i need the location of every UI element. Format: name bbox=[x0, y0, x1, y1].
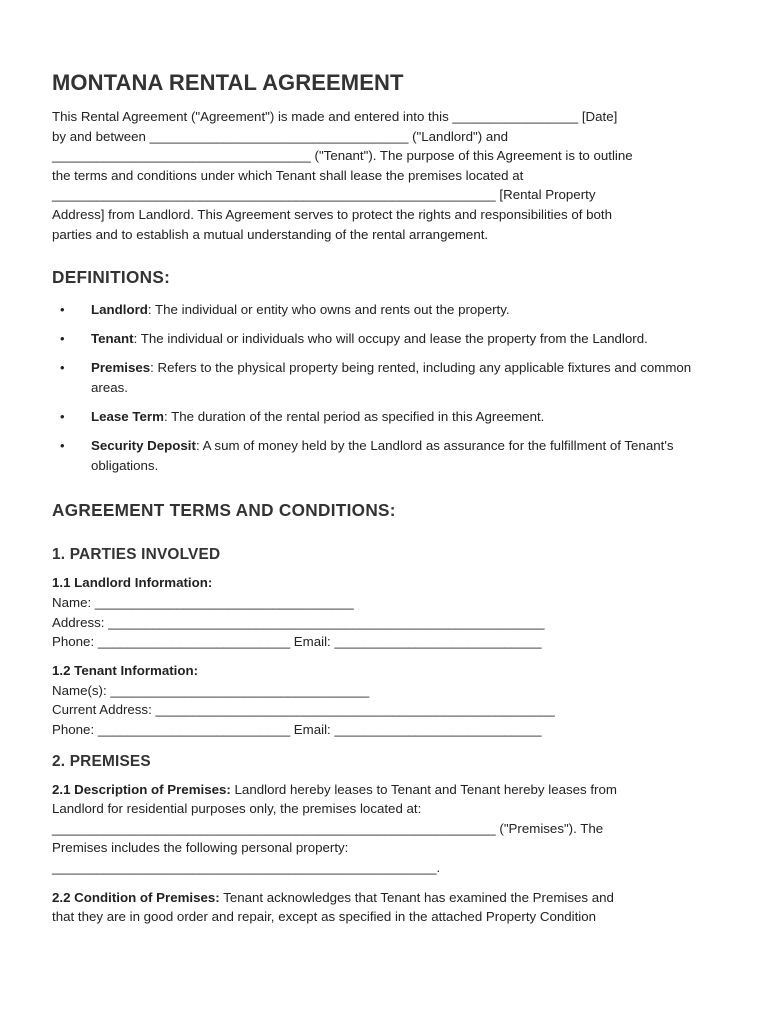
premises-description-label: 2.1 Description of Premises: bbox=[52, 781, 231, 797]
bullet-icon: • bbox=[60, 438, 65, 454]
paragraph-line: Premises includes the following personal property: bbox=[52, 840, 349, 856]
definition-item bbox=[52, 407, 712, 427]
definition-text: : The individual or entity who owns and rents out the property. bbox=[147, 302, 510, 318]
definition-term: Lease Term bbox=[91, 409, 164, 425]
terms-heading: AGREEMENT TERMS AND CONDITIONS: bbox=[52, 500, 396, 521]
definition-text: : A sum of money held by the Landlord as assurance for the fulfillment of Tenant's obligations. bbox=[91, 438, 674, 473]
definition-text: : Refers to the physical property being rented, including any applicable fixtures and common areas. bbox=[91, 360, 692, 395]
paragraph-line: Tenant acknowledges that Tenant has examined the Premises and bbox=[219, 889, 614, 905]
landlord-address-field: Address: ___________________________________________________________ bbox=[52, 614, 545, 630]
landlord-name-field: Name: ___________________________________ bbox=[52, 594, 354, 610]
intro-line: Address] from Landlord. This Agreement serves to protect the rights and responsibilities of both bbox=[52, 206, 612, 222]
intro-line: parties and to establish a mutual understanding of the rental arrangement. bbox=[52, 226, 489, 242]
tenant-info-title: 1.2 Tenant Information: bbox=[52, 663, 199, 679]
tenant-name-field: Name(s): ___________________________________ bbox=[52, 682, 370, 698]
definition-term: Premises bbox=[91, 360, 151, 376]
intro-line: ___________________________________ ("Tenant"). The purpose of this Agreement is to outline bbox=[52, 148, 633, 164]
bullet-icon: • bbox=[60, 360, 65, 376]
definition-term: Tenant bbox=[91, 331, 134, 347]
definition-item bbox=[52, 300, 712, 320]
tenant-info-block bbox=[52, 661, 712, 739]
intro-line: the terms and conditions under which Tenant shall lease the premises located at bbox=[52, 167, 524, 183]
intro-line: by and between ___________________________________ ("Landlord") and bbox=[52, 128, 509, 144]
bullet-icon: • bbox=[60, 409, 65, 425]
definition-term: Landlord bbox=[91, 302, 148, 318]
definition-item bbox=[52, 358, 712, 397]
definitions-list bbox=[52, 300, 712, 475]
bullet-icon: • bbox=[60, 302, 65, 318]
bullet-icon: • bbox=[60, 331, 65, 347]
paragraph-line: Landlord for residential purposes only, the premises located at: bbox=[52, 801, 422, 817]
definition-text: : The duration of the rental period as specified in this Agreement. bbox=[163, 409, 545, 425]
definitions-heading: DEFINITIONS: bbox=[52, 267, 171, 288]
section-heading-parties: 1. PARTIES INVOLVED bbox=[52, 546, 221, 564]
landlord-phone-email-field: Phone: __________________________ Email: ____________________________ bbox=[52, 634, 542, 650]
premises-description-paragraph bbox=[52, 780, 712, 878]
tenant-phone-email-field: Phone: __________________________ Email: ____________________________ bbox=[52, 721, 542, 737]
definition-item bbox=[52, 329, 712, 349]
paragraph-line: Landlord hereby leases to Tenant and Tenant hereby leases from bbox=[230, 781, 617, 797]
landlord-info-title: 1.1 Landlord Information: bbox=[52, 575, 213, 591]
section-heading-premises: 2. PREMISES bbox=[52, 752, 151, 770]
intro-line: This Rental Agreement ("Agreement") is made and entered into this _________________ [Date] bbox=[52, 109, 618, 124]
intro-line: ____________________________________________________________ [Rental Property bbox=[52, 187, 596, 203]
premises-condition-label: 2.2 Condition of Premises: bbox=[52, 889, 220, 905]
definition-item bbox=[52, 436, 712, 475]
tenant-address-field: Current Address: ______________________________________________________ bbox=[52, 702, 555, 718]
intro-paragraph bbox=[52, 107, 712, 244]
premises-condition-paragraph bbox=[52, 888, 712, 927]
paragraph-line: that they are in good order and repair, except as specified in the attached Property Condition bbox=[52, 909, 597, 925]
page-title: MONTANA RENTAL AGREEMENT bbox=[52, 70, 404, 95]
paragraph-line: ____________________________________________________. bbox=[52, 859, 441, 875]
definition-term: Security Deposit bbox=[91, 438, 196, 454]
landlord-info-block bbox=[52, 573, 712, 651]
paragraph-line: ____________________________________________________________ ("Premises"). The bbox=[52, 820, 604, 836]
document-content bbox=[52, 70, 712, 937]
definition-text: : The individual or individuals who will occupy and lease the property from the Landlord. bbox=[133, 331, 648, 347]
